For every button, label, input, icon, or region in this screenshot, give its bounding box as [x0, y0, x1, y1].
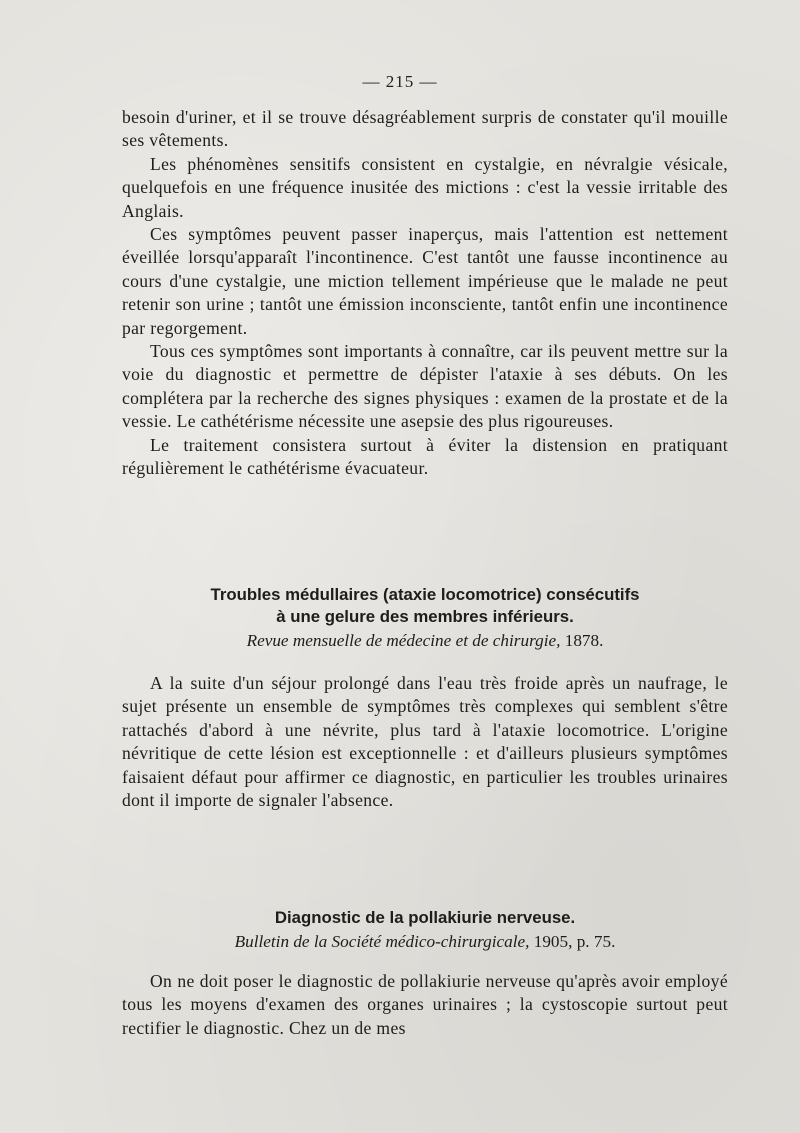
paragraph-incontinence: Ces symptômes peuvent passer inaperçus, mais l'attention est nettement éveillée lorsqu'apparaît l'incontinence. C'est tantôt une fausse incontinence au cours d'une cystalgie, une miction tellement impérieuse que le malade ne peut retenir son urine ; tantôt une émission inconsciente, tantôt enfin une incontinence par regorgement.: [122, 224, 728, 338]
section-heading-ataxie: [122, 584, 728, 628]
text-block-pollakiurie: [122, 970, 728, 1040]
paragraph-continuation: besoin d'uriner, et il se trouve désagréablement surpris de constater qu'il mouille ses vêtements.: [122, 107, 728, 151]
section-source-ataxie: [122, 630, 728, 652]
paragraph-ataxie: A la suite d'un séjour prolongé dans l'eau très froide après un naufrage, le sujet présente un ensemble de symptômes très complexes qui semblent s'être rattachés d'abord à une névrite, plus tard à l'ataxie locomotrice. L'origine névritique de cette lésion est exceptionnelle : et d'ailleurs plusieurs symptômes faisaient défaut pour affirmer ce diagnostic, en particulier les troubles urinaires dont il importe de signaler l'absence.: [122, 673, 728, 811]
paragraph-pollakiurie: On ne doit poser le diagnostic de pollakiurie nerveuse qu'après avoir employé tous les moyens d'examen des organes urinaires ; la cystoscopie surtout peut rectifier le diagnostic. Chez un de mes: [122, 971, 728, 1038]
text-block-ataxie: [122, 672, 728, 812]
source-journal: Revue mensuelle de médecine et de chirurgie,: [246, 631, 561, 650]
source-details: 1878.: [564, 631, 604, 650]
source-details: 1905, p. 75.: [533, 932, 616, 951]
paragraph-sensitive-phenomena: Les phénomènes sensitifs consistent en cystalgie, en névralgie vésicale, quelquefois en une fréquence inusitée des mictions : c'est la vessie irritable des Anglais.: [122, 153, 728, 221]
section-heading-pollakiurie: Diagnostic de la pollakiurie nerveuse.: [274, 908, 576, 927]
section-heading-line: Troubles médullaires (ataxie locomotrice) consécutifs: [210, 585, 640, 604]
text-block-top: [122, 106, 728, 481]
section-source-pollakiurie: [122, 931, 728, 953]
page-number: — 215 —: [362, 72, 438, 91]
paragraph-treatment: Le traitement consistera surtout à éviter la distension en pratiquant régulièrement le cathétérisme évacuateur.: [122, 434, 728, 479]
source-journal: Bulletin de la Société médico-chirurgicale,: [234, 932, 530, 951]
section-heading-line: à une gelure des membres inférieurs.: [276, 607, 574, 626]
paragraph-diagnosis: Tous ces symptômes sont importants à connaître, car ils peuvent mettre sur la voie du diagnostic et permettre de dépister l'ataxie à ses débuts. On les complétera par la recherche des signes physiques : examen de la prostate et de la vessie. Le cathétérisme nécessite une asepsie des plus rigoureuses.: [122, 341, 728, 432]
